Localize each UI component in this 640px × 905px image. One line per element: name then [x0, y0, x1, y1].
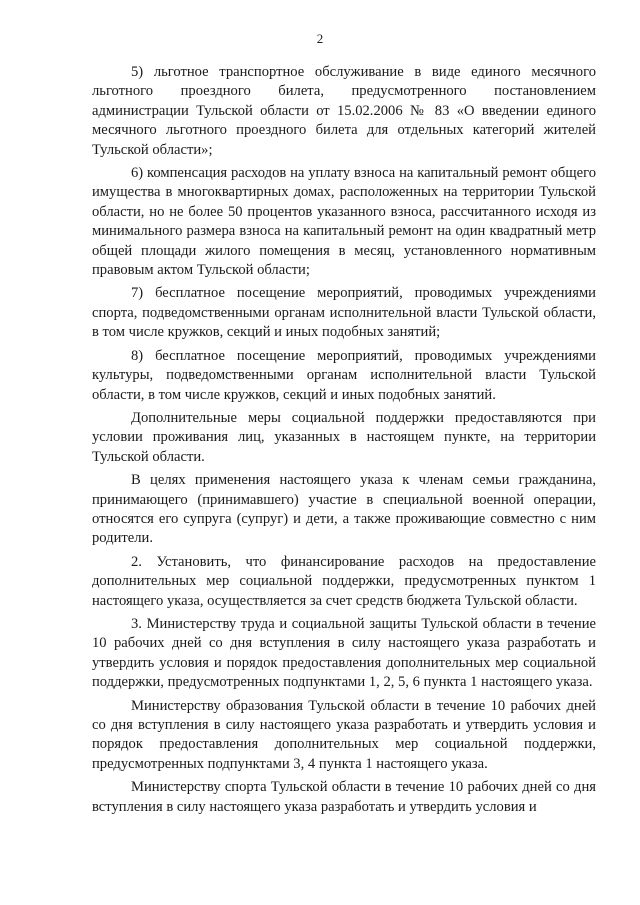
paragraph-education-ministry: Министерству образования Тульской области в течение 10 рабочих дней со дня вступления в силу настоящего указа разработать и утвердить условия и порядок предоставления дополнительных мер социальной поддержки, предусмотренных подпунктами 3, 4 пункта 1 настоящего указа. — [92, 697, 596, 772]
paragraph-sport-ministry: Министерству спорта Тульской области в течение 10 рабочих дней со дня вступления в силу настоящего указа разработать и утвердить условия и — [92, 779, 596, 815]
paragraph-residence-condition: Дополнительные меры социальной поддержки предоставляются при условии проживания лиц, указанных в настоящем пункте, на территории Тульской области. — [92, 409, 596, 465]
paragraph-subitem-6: 6) компенсация расходов на уплату взноса на капитальный ремонт общего имущества в многоквартирных домах, расположенных на территории Тульской области, но не более 50 процентов указанного взноса, рассчитанного исходя из минимального размера взноса на капитальный ремонт на один квадратный метр общей площади жилого помещения в месяц, установленного нормативным правовым актом Тульской области; — [92, 165, 596, 279]
paragraph-subitem-8: 8) бесплатное посещение мероприятий, проводимых учреждениями культуры, подведомственными органам исполнительной власти Тульской области, в том числе кружков, секций и иных подобных занятий. — [92, 347, 596, 403]
paragraph-item-3-labor-ministry: 3. Министерству труда и социальной защиты Тульской области в течение 10 рабочих дней со дня вступления в силу настоящего указа разработать и утвердить условия и порядок предоставления дополнительных мер социальной поддержки, предусмотренных подпунктами 1, 2, 5, 6 пункта 1 настоящего указа. — [92, 615, 596, 691]
paragraph-family-members: В целях применения настоящего указа к членам семьи гражданина, принимающего (принимавшего) участие в специальной военной операции, относятся его супруга (супруг) и дети, а также проживающие совместно с ним родители. — [92, 472, 596, 547]
paragraph-subitem-5: 5) льготное транспортное обслуживание в виде единого месячного льготного проездного билета, предусмотренного постановлением администрации Тульской области от 15.02.2006 № 83 «О введении единого месячного льготного проездного билета для отдельных категорий жителей Тульской области»; — [92, 64, 596, 158]
paragraph-item-2-financing: 2. Установить, что финансирование расходов на предоставление дополнительных мер социальной поддержки, предусмотренных пунктом 1 настоящего указа, осуществляется за счет средств бюджета Тульской области. — [92, 553, 596, 609]
document-body — [92, 63, 596, 821]
page-number: 2 — [316, 31, 324, 46]
paragraph-subitem-7: 7) бесплатное посещение мероприятий, проводимых учреждениями спорта, подведомственными органам исполнительной власти Тульской области, в том числе кружков, секций и иных подобных занятий; — [92, 285, 596, 341]
